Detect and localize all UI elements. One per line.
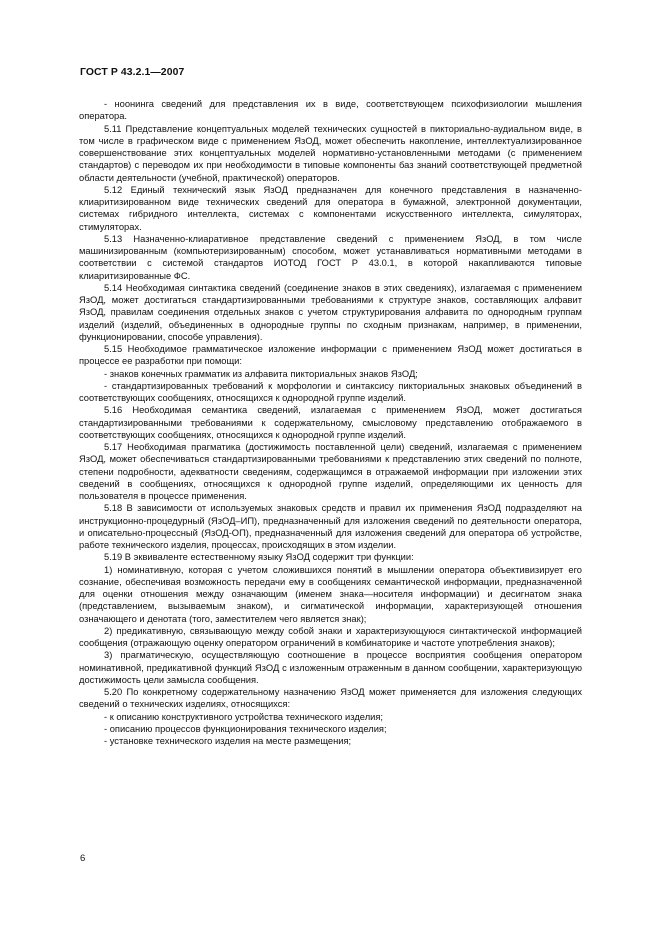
- list-item-functioning: - описанию процессов функционирования технического изделия;: [104, 723, 387, 734]
- paragraph-5-19: 5.19 В эквиваленте естественному языку ЯзОД содержит три функции:: [104, 552, 414, 563]
- paragraph-5-18: 5.18 В зависимости от используемых знаковых средств и правил их применения ЯзОД подразделяют на инструкционно-процедурный (ЯзОД–ИП), предназначенный для изложения сведений по деятельности оператора, и описательно-процессный (ЯзОД-ОП), предназначенный для изложения сведений для оператора об устройстве, работе технического изделия, процессах, происходящих в этом изделии.: [79, 503, 582, 550]
- list-item-nominative: 1) номинативную, которая с учетом сложившихся понятий в мышлении оператора объективизирует его сознание, обеспечивая возможность передачи ему в сообщениях семантической информации, предназначенной для оценки отношения между означающим (именем знака—носителя информации) и десигнатом знака (представлением, вызываемым знаком), и сигматической информации, характеризующей отношения означающего и денотата (того, заместителем чего является знак);: [79, 564, 582, 624]
- document-header: ГОСТ Р 43.2.1—2007: [80, 67, 185, 78]
- paragraph-5-20: 5.20 По конкретному содержательному назначению ЯзОД может применяется для изложения следующих сведений о технических изделиях, относящихся:: [79, 687, 582, 710]
- paragraph-5-14: 5.14 Необходимая синтактика сведений (соединение знаков в этих сведениях), излагаемая с применением ЯзОД, может достигаться стандартизированными требованиями к структуре знаков, составляющих алфавит ЯзОД, правилам соединения отдельных знаков с учетом структурирования алфавита по однородным группам изделий (изделий, объединенных в однородные группы по сходным признакам, например, в применении, функционировании, способе управления).: [79, 282, 582, 342]
- document-body: [79, 98, 582, 747]
- list-item-morphology-syntax: - стандартизированных требований к морфологии и синтаксису пикториальных знаковых объединений в соответствующих сообщениях, относящихся к однородной группе изделий.: [79, 380, 582, 403]
- list-item-predicative: 2) предикативную, связывающую между собой знаки и характеризующуюся синтактической информацией сообщения (отражающую оценку оператором ограничений в комбинаторике и частоте употребления знаков);: [79, 625, 582, 648]
- list-item-grammar-signs: - знаков конечных грамматик из алфавита пикториальных знаков ЯзОД;: [104, 368, 418, 379]
- paragraph-5-17: 5.17 Необходимая прагматика (достижимость поставленной цели) сведений, излагаемая с применением ЯзОД, может обеспечиваться стандартизированными требованиями к представлению этих сведений по полноте, степени подробности, адекватности сведениям, содержащимся в отражаемой информации при изложении этих сведений в сообщениях, относящихся к однородной группе изделий, определяющими их ценность для пользователя в процессе применения.: [79, 442, 582, 501]
- paragraph-5-11: 5.11 Представление концептуальных моделей технических сущностей в пикториально-аудиальном виде, в том числе в графическом виде с применением ЯзОД, может обеспечить накопление, интеллектуализированное совершенствование этих концептуальных моделей нормативно-установленными методами (с применением стандартов) с переводом их при необходимости в типовые компоненты баз знаний соответствующей предметной области деятельности (учебной, практической) операторов.: [79, 123, 582, 183]
- list-item-pragmatic: 3) прагматическую, осуществляющую соотношение в процессе восприятия сообщения оператором номинативной, предикативной функций ЯзОД с изложенным отраженным в данном сообщении, характеризующую достижимость цели замысла сообщения.: [79, 650, 582, 685]
- paragraph-5-16: 5.16 Необходимая семантика сведений, излагаемая с применением ЯзОД, может достигаться стандартизированными требованиями к содержательному, смысловому представлению отображаемого в соответствующих сообщениях, относящихся к однородной группе изделий.: [79, 405, 582, 440]
- page-number: 6: [80, 853, 86, 864]
- paragraph-5-13: 5.13 Назначенно-клиаративное представление сведений с применением ЯзОД, в том числе машинизированным (компьютеризированным) способом, может устанавливаться нормативными методами в соответствии с системой стандартов ИОТОД ГОСТ Р 43.0.1, в которой накапливаются типовые клиаритизированные ФС.: [79, 233, 582, 281]
- paragraph-5-15: 5.15 Необходимое грамматическое изложение информации с применением ЯзОД может достигаться в процессе ее разработки при помощи:: [79, 344, 582, 367]
- paragraph-5-12: 5.12 Единый технический язык ЯзОД предназначен для конечного представления в назначенно-клиаритизированном виде технических сведений для оператора в бумажной, электронной документации, системах гибридного интеллекта, системах с компонентами искусственного интеллекта, симуляторах, стимуляторах.: [79, 184, 582, 232]
- paragraph-nooning-continuation: - ноонинга сведений для представления их в виде, соответствующем психофизиологии мышления оператора.: [79, 99, 582, 122]
- list-item-construction: - к описанию конструктивного устройства технического изделия;: [104, 711, 384, 722]
- list-item-installation: - установке технического изделия на месте размещения;: [104, 736, 352, 746]
